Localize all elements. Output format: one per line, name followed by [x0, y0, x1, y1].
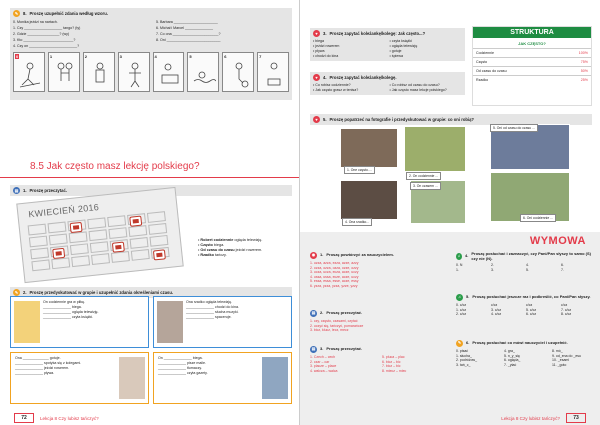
- card-text: [15, 356, 81, 376]
- exercise-number: 2.: [23, 290, 27, 295]
- structure-title: STRUKTURA: [473, 27, 591, 38]
- drill-line: 6. yzza, yzza, yzza, yzze, yzzy: [310, 283, 358, 288]
- wymowa-exercise-5: [456, 294, 594, 317]
- row-value: 25%: [556, 76, 591, 85]
- answer-item[interactable]: 1. c/cz: [456, 307, 467, 312]
- calendar-image: [16, 187, 183, 283]
- exercise-title: Proszę przeczytać.: [326, 310, 363, 316]
- drill-line: 3. bicz, klucz, lecz, mecz: [310, 328, 349, 333]
- routine-bullets: [198, 238, 262, 258]
- exercise-header: [456, 252, 594, 261]
- picture-number: 7: [259, 54, 262, 59]
- photo-singers: [340, 128, 398, 168]
- answer-item[interactable]: 4.: [526, 263, 529, 268]
- wymowa-exercise-3: [310, 346, 448, 373]
- card-blank[interactable]: ______________ słucha muzyki.: [186, 310, 239, 314]
- exercise-title: Proszę zapytać koleżankę/kolegę.: [329, 75, 397, 80]
- line-7[interactable]: 7. Co ona _______________________?: [156, 32, 221, 36]
- swimmer-icon: [192, 61, 216, 89]
- answer-item[interactable]: c/cz: [526, 303, 533, 307]
- card-grandmother: [10, 352, 149, 404]
- answer-item[interactable]: c/cz: [561, 303, 568, 307]
- bullet-item: • Często biega.: [198, 243, 225, 247]
- football-icon: [227, 61, 251, 89]
- exercise-number: 8.: [23, 11, 27, 16]
- wymowa-exercise-6: [456, 340, 594, 367]
- card-businessman: [153, 352, 292, 404]
- reader-icon: [158, 61, 182, 89]
- pencil-icon: ✎: [14, 290, 19, 295]
- list-item: • Jak często grasz w tenisa?: [313, 88, 386, 93]
- speech-icon: ♥: [313, 30, 320, 37]
- drill-line: 1. uzza, azza, ezza, azze, azzy: [310, 261, 359, 265]
- book-icon: ▤: [311, 310, 316, 316]
- businessman-photo: [262, 357, 288, 399]
- answer-item[interactable]: 5. c/cz: [526, 307, 537, 312]
- exercise-number: 5.: [466, 294, 470, 300]
- fill-item[interactable]: 7. _ytać: [504, 362, 517, 367]
- line-3[interactable]: 3. Kto _________________________?: [13, 38, 76, 42]
- answer-item[interactable]: 4. c/cz: [491, 312, 502, 317]
- bullet-item: • Od czasu do czasu jeździ rowerem.: [198, 248, 263, 252]
- caption: 3. On czasem ...: [410, 182, 441, 190]
- list-item: • Co robisz od czasu do czasu?: [390, 83, 463, 88]
- answer-item[interactable]: 8. c/cz: [561, 312, 572, 317]
- book-icon: ▤: [311, 346, 316, 352]
- picture-number: 0: [16, 54, 19, 59]
- list-item: • gotuje: [390, 49, 463, 54]
- bullet-item: • Robert codziennie ogląda telewizję.: [198, 238, 263, 242]
- caption: 1. One często....: [344, 166, 375, 174]
- calendar-month: KWIECIEŃ 2016: [27, 201, 100, 220]
- card-blank[interactable]: ______________ biega.: [43, 305, 82, 309]
- card-footballer: [10, 296, 149, 348]
- picture-2: [83, 52, 115, 92]
- fill-item[interactable]: 3. tań_c_: [456, 362, 471, 367]
- headphones-icon: ♫: [457, 253, 461, 259]
- exercise-header: [310, 310, 448, 317]
- exercise-header: [456, 294, 594, 301]
- picture-number: 1: [49, 54, 53, 59]
- word-pair: 8. miecz – miec: [382, 368, 407, 373]
- fill-item[interactable]: 10. _esami: [552, 358, 570, 363]
- card-text: [158, 356, 208, 376]
- frequency-table: [473, 48, 591, 84]
- list-item: • śpiewa: [390, 54, 463, 59]
- exercise-8: [10, 8, 292, 100]
- speech-icon: ♥: [313, 116, 320, 123]
- cook-icon: [262, 61, 286, 89]
- headphones-icon: ♫: [458, 294, 461, 300]
- table-row: [473, 76, 591, 85]
- footer-right: [300, 411, 600, 425]
- card-blank[interactable]: ______________ spotyka się z kolegami.: [15, 361, 82, 365]
- table-row: [473, 49, 591, 58]
- card-blank[interactable]: ______________ pisze maile.: [158, 361, 206, 365]
- exercise-number: 1.: [23, 188, 27, 193]
- answer-item[interactable]: c/cz: [491, 303, 498, 307]
- drill-line: 1. czy, często, czasami, czytać: [310, 319, 358, 323]
- list-item: • chodzi do kina: [313, 54, 386, 59]
- tv-icon: [52, 248, 65, 259]
- answer-item[interactable]: 2. c/cz: [456, 312, 467, 317]
- wymowa-exercise-4: [456, 252, 594, 272]
- line-4[interactable]: 4. Czy on ________________________?: [13, 44, 80, 48]
- pencil-icon: ✎: [14, 11, 19, 16]
- caption: 5. Oni od czasu do czasu ...: [490, 124, 538, 132]
- people-icon: [88, 61, 112, 89]
- exercise-title: Proszę posłuchać jeszcze raz i podkreślić, co Pani/Pan słyszy.: [472, 294, 591, 300]
- structure-subtitle: JAK CZĘSTO?: [518, 41, 546, 46]
- exercise-title: Proszę zapytać koleżankę/kolegę: Jak często...?: [329, 31, 426, 36]
- exercise-header: [456, 340, 594, 347]
- table-row: [473, 58, 591, 67]
- word-pair: 1. Czech – cech: [310, 355, 336, 359]
- row-label: Często: [473, 58, 556, 67]
- list-item: • jeździ rowerem: [313, 44, 386, 49]
- right-page: [300, 0, 600, 425]
- exercise-header: [310, 252, 448, 259]
- answer-item: 0. c/cz: [456, 303, 467, 307]
- answer-item: 0. N: [456, 263, 463, 268]
- row-label: Codziennie: [473, 49, 556, 58]
- lesson-title: Lekcja 8 Czy lubisz tańczyć?: [501, 415, 560, 421]
- wymowa-exercise-2: [310, 310, 448, 333]
- fill-grid: [456, 349, 594, 367]
- page-number: 72: [14, 413, 34, 423]
- structure-box: [472, 26, 592, 106]
- answer-item[interactable]: 5.: [526, 267, 529, 272]
- card-line: On codziennie gra w piłkę.: [43, 300, 86, 304]
- answer-item[interactable]: 1.: [456, 267, 459, 272]
- fill-item[interactable]: 9. od_ena do _esu: [552, 353, 581, 358]
- fill-item[interactable]: 8. mó_: [552, 349, 563, 353]
- footer-left: [0, 411, 300, 425]
- answer-item[interactable]: 2.: [491, 263, 494, 268]
- answer-grid: [456, 303, 594, 317]
- caption: 6. Oni codziennie ...: [520, 214, 556, 222]
- caption: 2. On codziennie ...: [406, 172, 441, 180]
- picture-6: [222, 52, 254, 92]
- word-pair: 3. placze – place: [310, 364, 337, 369]
- footballer-photo: [14, 301, 40, 343]
- word-pair: 7. bicz – bic: [382, 364, 401, 369]
- list-item: • Co robisz codziennie?: [313, 83, 386, 88]
- exercise-3-header: [313, 30, 462, 37]
- calendar-grid: [28, 211, 170, 271]
- exercise-3-items: [313, 39, 462, 59]
- row-label: Od czasu do czasu: [473, 67, 556, 76]
- card-blank[interactable]: ______________ czyta książki.: [43, 315, 94, 319]
- pencil-icon: ✎: [457, 340, 462, 346]
- line-5[interactable]: 5. Barbara ______________________: [156, 20, 218, 24]
- fill-item[interactable]: 4. gra_: [504, 349, 515, 353]
- word-pairs: [310, 355, 448, 373]
- card-blank[interactable]: ______________ czyta gazety.: [158, 371, 208, 375]
- card-blank[interactable]: ______________ spaceruje.: [186, 315, 232, 319]
- page-number: 73: [566, 413, 586, 423]
- row-value: 100%: [556, 49, 591, 58]
- woman-photo: [157, 301, 183, 343]
- dancers-icon: [53, 61, 77, 89]
- exercise-4: [310, 72, 465, 95]
- table-row: [473, 67, 591, 76]
- grandmother-photo: [119, 357, 145, 399]
- line-8[interactable]: 8. Oni ___________________________: [156, 38, 221, 42]
- exercise-3: [310, 28, 465, 61]
- picture-4: [153, 52, 185, 92]
- card-text: [186, 300, 239, 320]
- card-text: [43, 300, 99, 320]
- fill-item[interactable]: 6. ogląda_: [504, 358, 521, 363]
- exercise-number: 3.: [323, 31, 327, 36]
- exercise-number: 2.: [320, 310, 324, 316]
- line-2[interactable]: 2. Gdzie ________________? (wy): [13, 32, 70, 36]
- book-icon: ▤: [14, 188, 19, 193]
- fill-item: 0. pisać: [456, 349, 469, 353]
- photo-collage: [320, 122, 580, 227]
- picture-5: [187, 52, 219, 92]
- picture-number: 6: [224, 54, 227, 59]
- exercise-number: 5.: [323, 117, 327, 122]
- row-label: Rzadko: [473, 76, 556, 85]
- list-item: • Jak często masz lekcje polskiego?: [390, 88, 463, 93]
- answer-item[interactable]: 7.: [561, 267, 564, 272]
- drill-line: 4. ussa, ussa, ecze, acze, uczy: [310, 274, 359, 279]
- exercise-number: 1.: [320, 252, 324, 258]
- card-blank[interactable]: ______________ ogląda telewizję.: [43, 310, 99, 314]
- card-blank[interactable]: On ______________ biega.: [158, 356, 203, 360]
- tv-icon: [112, 242, 125, 253]
- drill-line: 3. ucza, ucza, ecza, acze, uczy: [310, 270, 359, 275]
- row-value: 50%: [556, 67, 591, 76]
- answer-item[interactable]: 6.: [561, 263, 564, 268]
- tv-icon: [70, 222, 83, 233]
- exercise-title: Proszę popatrzeć na fotografie i przedyskutować w grupie: co oni robią?: [329, 117, 474, 122]
- exercise-title: Proszę przedyskutować w grupie i uzupełnić zdania określeniami czasu.: [29, 290, 174, 295]
- photo-concert: [340, 180, 398, 220]
- person-icon: [123, 61, 147, 89]
- card-woman-headphones: [153, 296, 292, 348]
- fill-item[interactable]: 2. podróżow_: [456, 358, 478, 363]
- pronunciation-section: [300, 232, 600, 411]
- fill-item[interactable]: 11. _goto: [552, 362, 567, 367]
- exercise-4-header: [313, 74, 462, 81]
- tv-icon: [129, 216, 142, 227]
- exercise-number: 3.: [320, 346, 324, 352]
- exercise-number: 4.: [465, 253, 469, 259]
- exercise-title: Proszę posłuchać co mówi nauczyciel i uzupełnić.: [472, 340, 568, 346]
- picture-0: [13, 52, 45, 92]
- picture-number: 4: [154, 54, 157, 59]
- list-item: • pływa: [313, 49, 386, 54]
- exercise-title: Proszę przeczytać.: [29, 188, 67, 193]
- answer-item[interactable]: 3. c/cz: [491, 307, 502, 312]
- answer-item[interactable]: 6. c/cz: [526, 312, 537, 317]
- answer-item[interactable]: 7. c/cz: [561, 307, 572, 312]
- picture-number: 3: [119, 54, 122, 59]
- picture-row: [13, 52, 289, 92]
- card-blank[interactable]: ______________ chodzi do kina.: [186, 305, 239, 309]
- exercise-4-items: [313, 83, 462, 93]
- card-blank[interactable]: ______________ tłumaczy.: [158, 366, 202, 370]
- exercise-number: 4.: [323, 75, 327, 80]
- card-blank[interactable]: Ona _____________ gotuje.: [15, 356, 61, 360]
- photo-dog: [404, 126, 466, 172]
- picture-3: [118, 52, 150, 92]
- drill-line: 2. ozza, ozza, ozza, ozze, ozzy: [310, 265, 359, 270]
- line-6[interactable]: 6. Michał i Marcel ______________: [156, 26, 213, 30]
- word-pair: 2. czar – car: [310, 359, 330, 364]
- exercise-number: 6.: [466, 340, 470, 346]
- drill-line: 2. uczyć się, tańczyć, pomarańcze: [310, 323, 364, 328]
- word-pair: 4. walcza – walca: [310, 368, 338, 373]
- speaker-icon: ◉: [311, 252, 316, 258]
- card-blank[interactable]: ______________ jeździ rowerem.: [15, 366, 70, 370]
- skier-icon: [18, 61, 42, 89]
- exercise-8-header: [13, 10, 289, 17]
- speech-icon: ♥: [313, 74, 320, 81]
- picture-number: 2: [84, 54, 87, 59]
- line-1[interactable]: 1. Czy ___________________ tango? (ty): [13, 26, 81, 30]
- picture-7: [257, 52, 289, 92]
- picture-number: 5: [189, 54, 192, 59]
- word-pair: 6. bicz – bic: [382, 359, 401, 364]
- exercise-title: Proszę przeczytać.: [326, 346, 363, 352]
- picture-1: [48, 52, 80, 92]
- fill-lines: [13, 20, 289, 49]
- lesson-title: Lekcja 8 Czy lubisz tańczyć?: [40, 415, 99, 421]
- photo-cards: [10, 296, 292, 404]
- list-item: • czyta książki: [390, 39, 463, 44]
- exercise-title: Proszę uzupełnić zdania według wzoru.: [29, 11, 108, 16]
- list-item: • ogląda telewizję: [390, 44, 463, 49]
- row-value: 75%: [556, 58, 591, 67]
- fill-item[interactable]: 1. słucha_: [456, 353, 472, 358]
- card-line: Ona rzadko ogląda telewizję.: [186, 300, 233, 304]
- section-title-bar: [0, 158, 300, 178]
- exercise-title: Proszę posłuchać i zaznaczyć, czy Pani/Pan słyszy to samo (S) czy nie (N).: [471, 251, 591, 261]
- pronunciation-title: WYMOWA: [529, 235, 586, 247]
- answer-grid: [456, 263, 594, 272]
- fill-item[interactable]: 5. n_y_się: [504, 353, 520, 358]
- list-item: • biega: [313, 39, 386, 44]
- wymowa-exercise-1: [310, 252, 448, 289]
- exercise-header: [310, 346, 448, 353]
- section-title: 8.5 Jak często masz lekcję polskiego?: [30, 161, 200, 172]
- bullet-item: • Rzadko tańczy.: [198, 253, 227, 257]
- tv-icon: [153, 249, 166, 260]
- caption: 4. Ona rzadko...: [342, 218, 372, 226]
- drill-line: 5. essa, essa, esse, acze, essy: [310, 279, 359, 284]
- exercise-title: Proszę powtórzyć za nauczycielem.: [326, 252, 394, 258]
- answer-item[interactable]: 3.: [491, 267, 494, 272]
- word-pair: 5. pluca – plac: [382, 355, 405, 359]
- line-0: 0. Monika jeździ na nartach.: [13, 20, 58, 24]
- card-blank[interactable]: ______________ pływa.: [15, 371, 55, 375]
- exercise-2-header: [13, 289, 289, 296]
